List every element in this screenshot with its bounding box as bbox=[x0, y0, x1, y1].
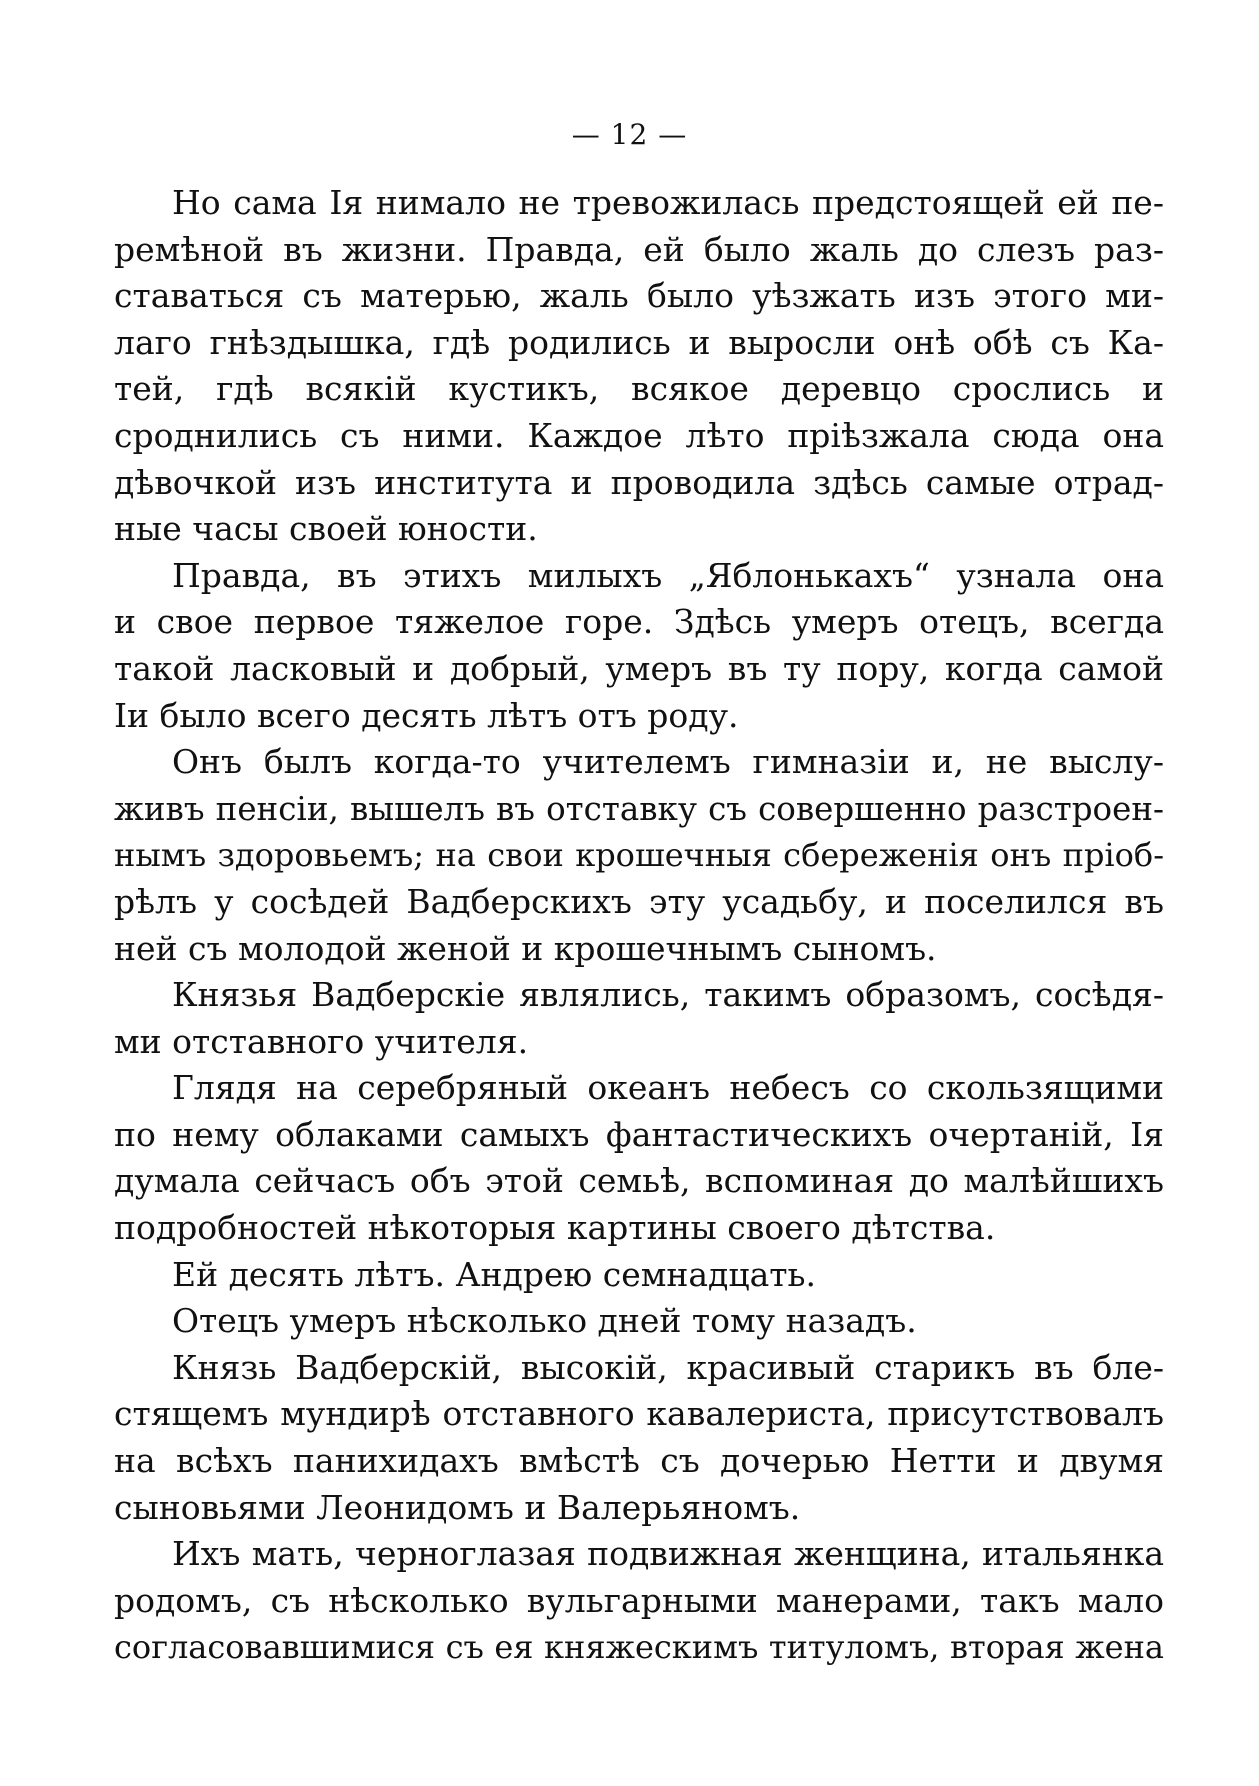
page-number: — 12 — bbox=[571, 118, 688, 151]
text-line: Онъ былъ когда-то учителемъ гимназіи и, не выслу- bbox=[172, 742, 1164, 782]
text-line: Ихъ мать, черноглазая подвижная женщина, итальянка bbox=[172, 1534, 1164, 1574]
text-line: ней съ молодой женой и крошечнымъ сыномъ. bbox=[114, 928, 937, 968]
text-line: ставаться съ матерью, жаль было уѣзжать изъ этого ми- bbox=[114, 276, 1164, 316]
text-line: нымъ здоровьемъ; на свои крошечныя сбереженія онъ пріоб- bbox=[114, 836, 1164, 875]
text-line: живъ пенсіи, вышелъ въ отставку съ совершенно разстроен- bbox=[114, 789, 1164, 828]
text-line: родомъ, съ нѣсколько вульгарными манерами, такъ мало bbox=[114, 1580, 1164, 1620]
text-line: ные часы своей юности. bbox=[114, 509, 538, 549]
text-line: сроднились съ ними. Каждое лѣто пріѣзжала сюда она bbox=[114, 415, 1164, 455]
text-line: на всѣхъ панихидахъ вмѣстѣ съ дочерью Нетти и двумя bbox=[114, 1441, 1164, 1481]
text-line: согласовавшимися съ ея княжескимъ титуломъ, вторая жена bbox=[114, 1628, 1164, 1667]
text-line: такой ласковый и добрый, умеръ въ ту пору, когда самой bbox=[114, 648, 1164, 688]
text-line: лаго гнѣздышка, гдѣ родились и выросли онѣ обѣ съ Ка- bbox=[114, 322, 1164, 362]
text-line: думала сейчасъ объ этой семьѣ, вспоминая до малѣйшихъ bbox=[114, 1161, 1164, 1201]
text-line: ремѣной въ жизни. Правда, ей было жаль до слезъ раз- bbox=[114, 229, 1164, 269]
text-line: Глядя на серебряный океанъ небесъ со скользящими bbox=[172, 1068, 1164, 1108]
body-text bbox=[114, 180, 1164, 1671]
text-line: Князь Вадберскій, высокій, красивый старикъ въ бле- bbox=[172, 1347, 1164, 1387]
text-line: Князья Вадберскіе являлись, такимъ образомъ, сосѣдя- bbox=[172, 975, 1164, 1015]
text-line: тей, гдѣ всякій кустикъ, всякое деревцо срослись и bbox=[114, 369, 1164, 409]
text-line: по нему облаками самыхъ фантастическихъ очертаній, Ія bbox=[114, 1114, 1164, 1154]
text-line: и свое первое тяжелое горе. Здѣсь умеръ отецъ, всегда bbox=[114, 602, 1164, 642]
text-line: Но сама Ія нимало не тревожилась предстоящей ей пе- bbox=[172, 183, 1164, 222]
text-line: Ей десять лѣтъ. Андрею семнадцать. bbox=[172, 1254, 816, 1294]
text-line: рѣлъ у сосѣдей Вадберскихъ эту усадьбу, и поселился въ bbox=[114, 881, 1164, 921]
text-line: ми отставного учителя. bbox=[114, 1021, 529, 1061]
text-line: подробностей нѣкоторыя картины своего дѣтства. bbox=[114, 1208, 996, 1248]
text-line: дѣвочкой изъ института и проводила здѣсь самые отрад- bbox=[114, 462, 1164, 502]
text-line: Отецъ умеръ нѣсколько дней тому назадъ. bbox=[172, 1301, 917, 1341]
text-line: Іи было всего десять лѣтъ отъ роду. bbox=[114, 695, 739, 735]
text-line: Правда, въ этихъ милыхъ „Яблонькахъ“ узнала она bbox=[172, 555, 1164, 595]
text-line: сыновьями Леонидомъ и Валерьяномъ. bbox=[114, 1487, 801, 1527]
text-line: стящемъ мундирѣ отставного кавалериста, присутствовалъ bbox=[114, 1394, 1164, 1434]
